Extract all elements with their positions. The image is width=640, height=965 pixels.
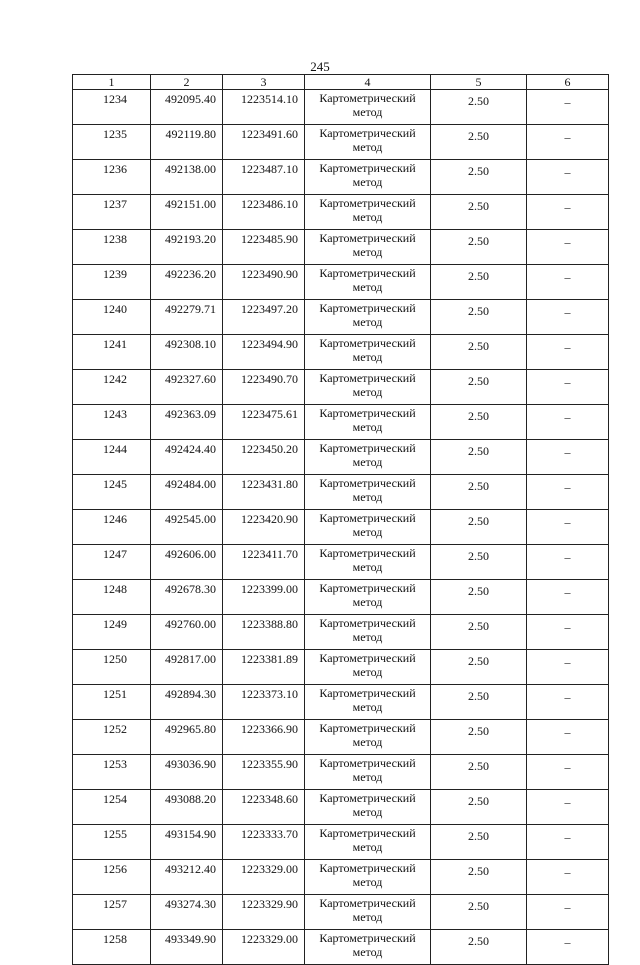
accuracy-cell: 2.50 [431,755,527,790]
column-header-point-number: 1 [73,75,151,90]
table-row [73,90,609,125]
method-cell: Картометрический метод [305,440,431,475]
table-row [73,895,609,930]
accuracy-cell: 2.50 [431,685,527,720]
point-number-cell: 1247 [73,545,151,580]
method-cell: Картометрический метод [305,370,431,405]
point-number-cell: 1253 [73,755,151,790]
note-cell: – [527,860,609,895]
y-coordinate-cell: 1223411.70 [223,545,305,580]
accuracy-cell: 2.50 [431,895,527,930]
x-coordinate-cell: 492678.30 [151,580,223,615]
note-cell: – [527,720,609,755]
note-cell: – [527,930,609,965]
note-cell: – [527,265,609,300]
note-cell: – [527,90,609,125]
method-cell: Картометрический метод [305,825,431,860]
x-coordinate-cell: 493274.30 [151,895,223,930]
y-coordinate-cell: 1223475.61 [223,405,305,440]
x-coordinate-cell: 493154.90 [151,825,223,860]
method-cell: Картометрический метод [305,615,431,650]
note-cell: – [527,475,609,510]
column-header-y: 3 [223,75,305,90]
x-coordinate-cell: 492760.00 [151,615,223,650]
x-coordinate-cell: 492119.80 [151,125,223,160]
y-coordinate-cell: 1223494.90 [223,335,305,370]
y-coordinate-cell: 1223485.90 [223,230,305,265]
point-number-cell: 1242 [73,370,151,405]
y-coordinate-cell: 1223490.70 [223,370,305,405]
y-coordinate-cell: 1223420.90 [223,510,305,545]
method-cell: Картометрический метод [305,160,431,195]
accuracy-cell: 2.50 [431,510,527,545]
table-row [73,300,609,335]
point-number-cell: 1236 [73,160,151,195]
table-header-row [73,75,609,90]
note-cell: – [527,580,609,615]
accuracy-cell: 2.50 [431,300,527,335]
y-coordinate-cell: 1223348.60 [223,790,305,825]
point-number-cell: 1240 [73,300,151,335]
note-cell: – [527,685,609,720]
accuracy-cell: 2.50 [431,545,527,580]
accuracy-cell: 2.50 [431,160,527,195]
accuracy-cell: 2.50 [431,615,527,650]
x-coordinate-cell: 492965.80 [151,720,223,755]
point-number-cell: 1249 [73,615,151,650]
method-cell: Картометрический метод [305,580,431,615]
x-coordinate-cell: 492545.00 [151,510,223,545]
accuracy-cell: 2.50 [431,930,527,965]
accuracy-cell: 2.50 [431,125,527,160]
note-cell: – [527,195,609,230]
table-row [73,755,609,790]
method-cell: Картометрический метод [305,265,431,300]
note-cell: – [527,440,609,475]
point-number-cell: 1251 [73,685,151,720]
point-number-cell: 1255 [73,825,151,860]
point-number-cell: 1244 [73,440,151,475]
method-cell: Картометрический метод [305,230,431,265]
y-coordinate-cell: 1223329.90 [223,895,305,930]
method-cell: Картометрический метод [305,475,431,510]
method-cell: Картометрический метод [305,685,431,720]
column-header-x: 2 [151,75,223,90]
table-row [73,685,609,720]
accuracy-cell: 2.50 [431,265,527,300]
y-coordinate-cell: 1223366.90 [223,720,305,755]
point-number-cell: 1245 [73,475,151,510]
point-number-cell: 1237 [73,195,151,230]
note-cell: – [527,615,609,650]
point-number-cell: 1241 [73,335,151,370]
y-coordinate-cell: 1223329.00 [223,860,305,895]
table-row [73,335,609,370]
point-number-cell: 1254 [73,790,151,825]
x-coordinate-cell: 492138.00 [151,160,223,195]
table-row [73,545,609,580]
point-number-cell: 1252 [73,720,151,755]
table-row [73,930,609,965]
accuracy-cell: 2.50 [431,580,527,615]
method-cell: Картометрический метод [305,335,431,370]
note-cell: – [527,160,609,195]
note-cell: – [527,650,609,685]
accuracy-cell: 2.50 [431,475,527,510]
point-number-cell: 1250 [73,650,151,685]
table-row [73,440,609,475]
column-header-note: 6 [527,75,609,90]
page-number: 245 [310,59,330,74]
table-body [73,90,609,965]
y-coordinate-cell: 1223490.90 [223,265,305,300]
method-cell: Картометрический метод [305,720,431,755]
method-cell: Картометрический метод [305,195,431,230]
x-coordinate-cell: 492363.09 [151,405,223,440]
note-cell: – [527,405,609,440]
accuracy-cell: 2.50 [431,825,527,860]
note-cell: – [527,125,609,160]
accuracy-cell: 2.50 [431,790,527,825]
point-number-cell: 1243 [73,405,151,440]
method-cell: Картометрический метод [305,895,431,930]
method-cell: Картометрический метод [305,90,431,125]
method-cell: Картометрический метод [305,300,431,335]
x-coordinate-cell: 492236.20 [151,265,223,300]
y-coordinate-cell: 1223497.20 [223,300,305,335]
y-coordinate-cell: 1223388.80 [223,615,305,650]
y-coordinate-cell: 1223381.89 [223,650,305,685]
y-coordinate-cell: 1223450.20 [223,440,305,475]
x-coordinate-cell: 492308.10 [151,335,223,370]
accuracy-cell: 2.50 [431,650,527,685]
note-cell: – [527,335,609,370]
note-cell: – [527,300,609,335]
accuracy-cell: 2.50 [431,195,527,230]
column-header-method: 4 [305,75,431,90]
table-row [73,615,609,650]
accuracy-cell: 2.50 [431,370,527,405]
method-cell: Картометрический метод [305,790,431,825]
table-row [73,825,609,860]
method-cell: Картометрический метод [305,755,431,790]
x-coordinate-cell: 492327.60 [151,370,223,405]
table-row [73,160,609,195]
accuracy-cell: 2.50 [431,230,527,265]
y-coordinate-cell: 1223355.90 [223,755,305,790]
table-row [73,370,609,405]
point-number-cell: 1234 [73,90,151,125]
x-coordinate-cell: 492606.00 [151,545,223,580]
note-cell: – [527,790,609,825]
x-coordinate-cell: 492894.30 [151,685,223,720]
coordinates-table [72,74,609,965]
x-coordinate-cell: 492193.20 [151,230,223,265]
table-row [73,650,609,685]
note-cell: – [527,510,609,545]
method-cell: Картометрический метод [305,545,431,580]
table-row [73,860,609,895]
accuracy-cell: 2.50 [431,405,527,440]
x-coordinate-cell: 492484.00 [151,475,223,510]
point-number-cell: 1238 [73,230,151,265]
accuracy-cell: 2.50 [431,720,527,755]
note-cell: – [527,370,609,405]
point-number-cell: 1258 [73,930,151,965]
x-coordinate-cell: 492817.00 [151,650,223,685]
x-coordinate-cell: 493349.90 [151,930,223,965]
y-coordinate-cell: 1223514.10 [223,90,305,125]
accuracy-cell: 2.50 [431,90,527,125]
note-cell: – [527,755,609,790]
y-coordinate-cell: 1223431.80 [223,475,305,510]
table-row [73,720,609,755]
x-coordinate-cell: 493088.20 [151,790,223,825]
method-cell: Картометрический метод [305,930,431,965]
table-row [73,265,609,300]
y-coordinate-cell: 1223486.10 [223,195,305,230]
table-row [73,195,609,230]
note-cell: – [527,230,609,265]
note-cell: – [527,545,609,580]
point-number-cell: 1257 [73,895,151,930]
y-coordinate-cell: 1223399.00 [223,580,305,615]
y-coordinate-cell: 1223333.70 [223,825,305,860]
table-row [73,580,609,615]
method-cell: Картометрический метод [305,125,431,160]
table-row [73,475,609,510]
note-cell: – [527,895,609,930]
accuracy-cell: 2.50 [431,860,527,895]
x-coordinate-cell: 492279.71 [151,300,223,335]
table-row [73,405,609,440]
table-row [73,230,609,265]
method-cell: Картометрический метод [305,510,431,545]
x-coordinate-cell: 493212.40 [151,860,223,895]
y-coordinate-cell: 1223487.10 [223,160,305,195]
point-number-cell: 1235 [73,125,151,160]
point-number-cell: 1246 [73,510,151,545]
x-coordinate-cell: 492095.40 [151,90,223,125]
x-coordinate-cell: 492424.40 [151,440,223,475]
y-coordinate-cell: 1223329.00 [223,930,305,965]
table-row [73,510,609,545]
point-number-cell: 1248 [73,580,151,615]
y-coordinate-cell: 1223373.10 [223,685,305,720]
x-coordinate-cell: 493036.90 [151,755,223,790]
point-number-cell: 1239 [73,265,151,300]
method-cell: Картометрический метод [305,405,431,440]
point-number-cell: 1256 [73,860,151,895]
table-row [73,790,609,825]
note-cell: – [527,825,609,860]
accuracy-cell: 2.50 [431,440,527,475]
method-cell: Картометрический метод [305,860,431,895]
table-row [73,125,609,160]
y-coordinate-cell: 1223491.60 [223,125,305,160]
column-header-accuracy: 5 [431,75,527,90]
accuracy-cell: 2.50 [431,335,527,370]
method-cell: Картометрический метод [305,650,431,685]
x-coordinate-cell: 492151.00 [151,195,223,230]
